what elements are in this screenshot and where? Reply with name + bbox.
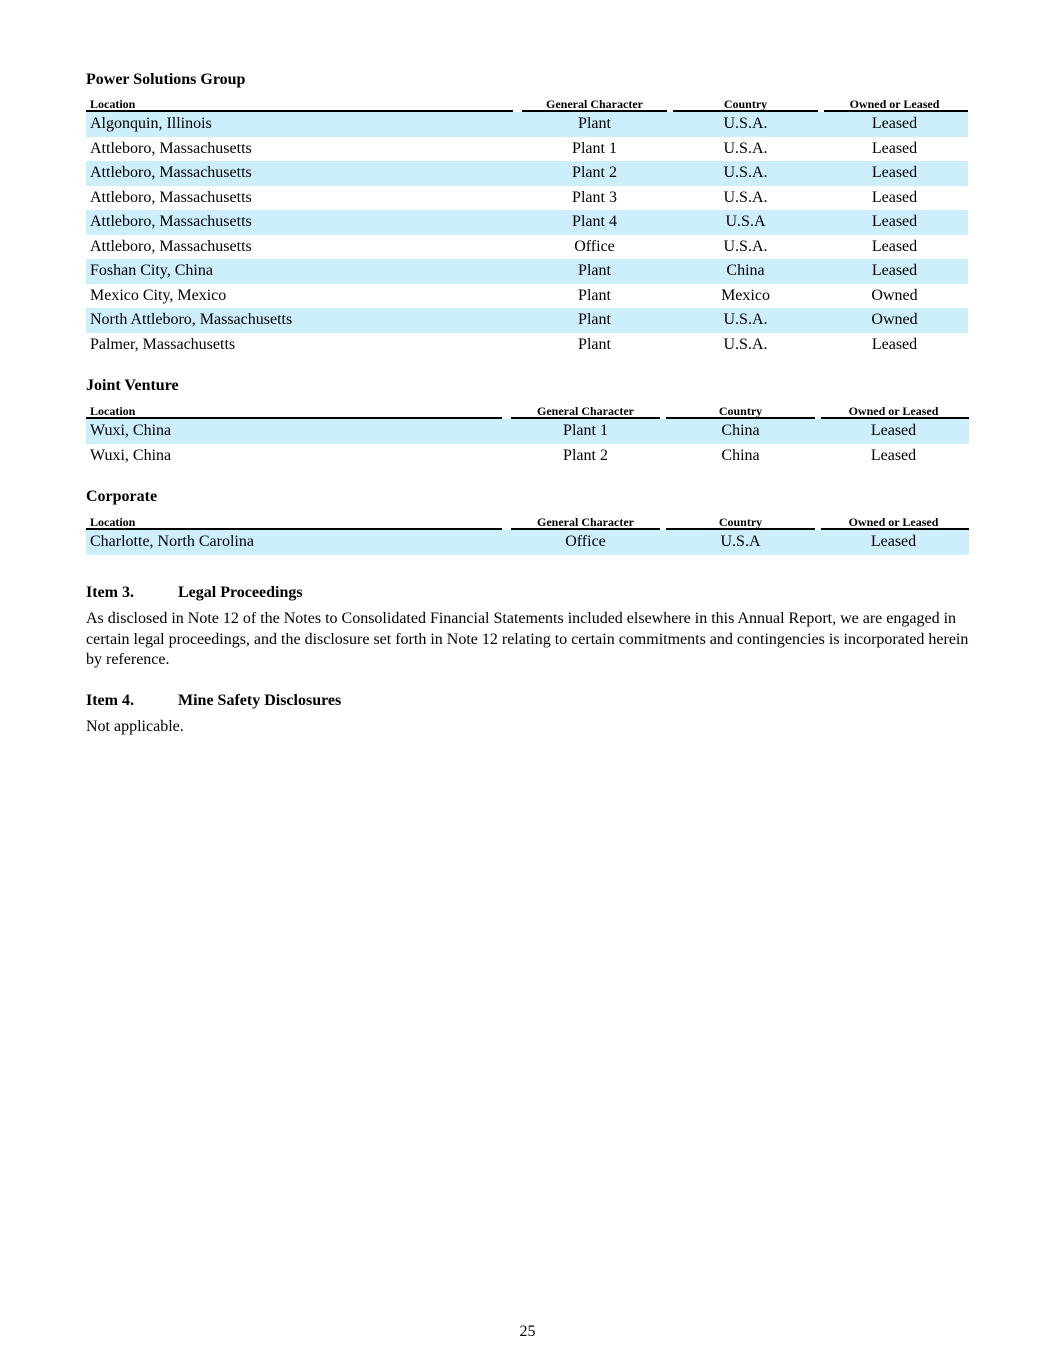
table-row: [86, 186, 968, 211]
cell-location: Wuxi, China: [86, 419, 508, 444]
properties-table-power-solutions-group: [86, 96, 968, 357]
cell-owned-or-leased: Owned: [871, 286, 918, 304]
cell-general-character: Plant: [578, 335, 611, 353]
section-title-power-solutions-group: Power Solutions Group: [86, 71, 246, 88]
table-row: [86, 333, 968, 358]
cell-general-character: Office: [508, 530, 663, 555]
table-row: [86, 235, 968, 260]
page-number: 25: [519, 1323, 536, 1340]
column-header-owned-or-leased: Owned or Leased: [818, 403, 969, 419]
table-row: [86, 444, 969, 469]
cell-general-character: Plant 2: [519, 161, 670, 186]
properties-table-joint-venture: [86, 403, 969, 468]
cell-owned-or-leased: Leased: [821, 210, 968, 235]
cell-country: U.S.A.: [670, 161, 821, 186]
cell-country: U.S.A.: [723, 335, 768, 353]
cell-location: Mexico City, Mexico: [90, 286, 227, 304]
cell-location: Attleboro, Massachusetts: [90, 139, 252, 157]
table-row: [86, 530, 969, 555]
cell-country: U.S.A.: [670, 308, 821, 333]
table-header-row: [86, 96, 968, 112]
cell-location: Attleboro, Massachusetts: [90, 237, 252, 255]
item-3-title: Legal Proceedings: [178, 584, 303, 601]
cell-country: Mexico: [721, 286, 770, 304]
cell-country: China: [663, 419, 818, 444]
cell-location: Wuxi, China: [90, 446, 172, 464]
cell-general-character: Plant: [519, 112, 670, 137]
column-header-location: Location: [86, 514, 508, 530]
cell-country: China: [670, 259, 821, 284]
cell-location: Attleboro, Massachusetts: [86, 210, 519, 235]
table-row: [86, 210, 968, 235]
cell-general-character: Plant 2: [563, 446, 608, 464]
cell-general-character: Plant 3: [572, 188, 617, 206]
table-row: [86, 161, 968, 186]
cell-country: U.S.A.: [670, 112, 821, 137]
cell-location: Charlotte, North Carolina: [86, 530, 508, 555]
table-row: [86, 419, 969, 444]
cell-general-character: Plant: [578, 286, 611, 304]
cell-owned-or-leased: Owned: [821, 308, 968, 333]
column-header-general-character: General Character: [508, 403, 663, 419]
column-header-location: Location: [86, 96, 519, 112]
cell-general-character: Plant 1: [508, 419, 663, 444]
properties-table-corporate: [86, 514, 969, 555]
item-4-title: Mine Safety Disclosures: [178, 692, 342, 709]
cell-country: China: [721, 446, 760, 464]
column-header-country: Country: [670, 96, 821, 112]
cell-owned-or-leased: Leased: [821, 259, 968, 284]
table-row: [86, 308, 968, 333]
cell-owned-or-leased: Leased: [821, 112, 968, 137]
cell-location: Foshan City, China: [86, 259, 519, 284]
table-row: [86, 137, 968, 162]
section-title-corporate: Corporate: [86, 488, 158, 505]
cell-owned-or-leased: Leased: [871, 335, 918, 353]
cell-country: U.S.A.: [723, 139, 768, 157]
column-header-owned-or-leased: Owned or Leased: [818, 514, 969, 530]
cell-location: Attleboro, Massachusetts: [86, 161, 519, 186]
cell-owned-or-leased: Leased: [871, 188, 918, 206]
cell-country: U.S.A.: [723, 237, 768, 255]
cell-general-character: Plant 1: [572, 139, 617, 157]
item-4-heading: [86, 691, 341, 711]
cell-general-character: Office: [574, 237, 615, 255]
cell-country: U.S.A: [663, 530, 818, 555]
cell-country: U.S.A: [670, 210, 821, 235]
cell-location: Palmer, Massachusetts: [90, 335, 236, 353]
cell-owned-or-leased: Leased: [870, 446, 917, 464]
cell-general-character: Plant: [519, 259, 670, 284]
item-3-paragraph: As disclosed in Note 12 of the Notes to Consolidated Financial Statements included elsewhere in this Annual Report, we are engaged in certain legal proceedings, and the disclosure set forth in Note 12 relating to certain commitments and contingencies is incorporated herein by reference.: [86, 610, 969, 669]
column-header-general-character: General Character: [508, 514, 663, 530]
item-4-number: Item 4.: [86, 692, 134, 709]
table-row: [86, 284, 968, 309]
table-row: [86, 259, 968, 284]
cell-owned-or-leased: Leased: [871, 237, 918, 255]
cell-location: Attleboro, Massachusetts: [90, 188, 252, 206]
column-header-country: Country: [663, 514, 818, 530]
cell-location: Algonquin, Illinois: [86, 112, 519, 137]
cell-country: U.S.A.: [723, 188, 768, 206]
item-3-heading: [86, 583, 303, 603]
item-3-number: Item 3.: [86, 584, 134, 601]
cell-owned-or-leased: Leased: [871, 139, 918, 157]
cell-owned-or-leased: Leased: [821, 161, 968, 186]
column-header-general-character: General Character: [519, 96, 670, 112]
table-header-row: [86, 514, 969, 530]
table-row: [86, 112, 968, 137]
column-header-country: Country: [663, 403, 818, 419]
section-title-joint-venture: Joint Venture: [86, 377, 179, 394]
table-header-row: [86, 403, 969, 419]
cell-general-character: Plant: [519, 308, 670, 333]
cell-owned-or-leased: Leased: [818, 419, 969, 444]
cell-location: North Attleboro, Massachusetts: [86, 308, 519, 333]
cell-general-character: Plant 4: [519, 210, 670, 235]
item-4-paragraph: Not applicable.: [86, 718, 184, 735]
column-header-owned-or-leased: Owned or Leased: [821, 96, 968, 112]
cell-owned-or-leased: Leased: [818, 530, 969, 555]
column-header-location: Location: [86, 403, 508, 419]
